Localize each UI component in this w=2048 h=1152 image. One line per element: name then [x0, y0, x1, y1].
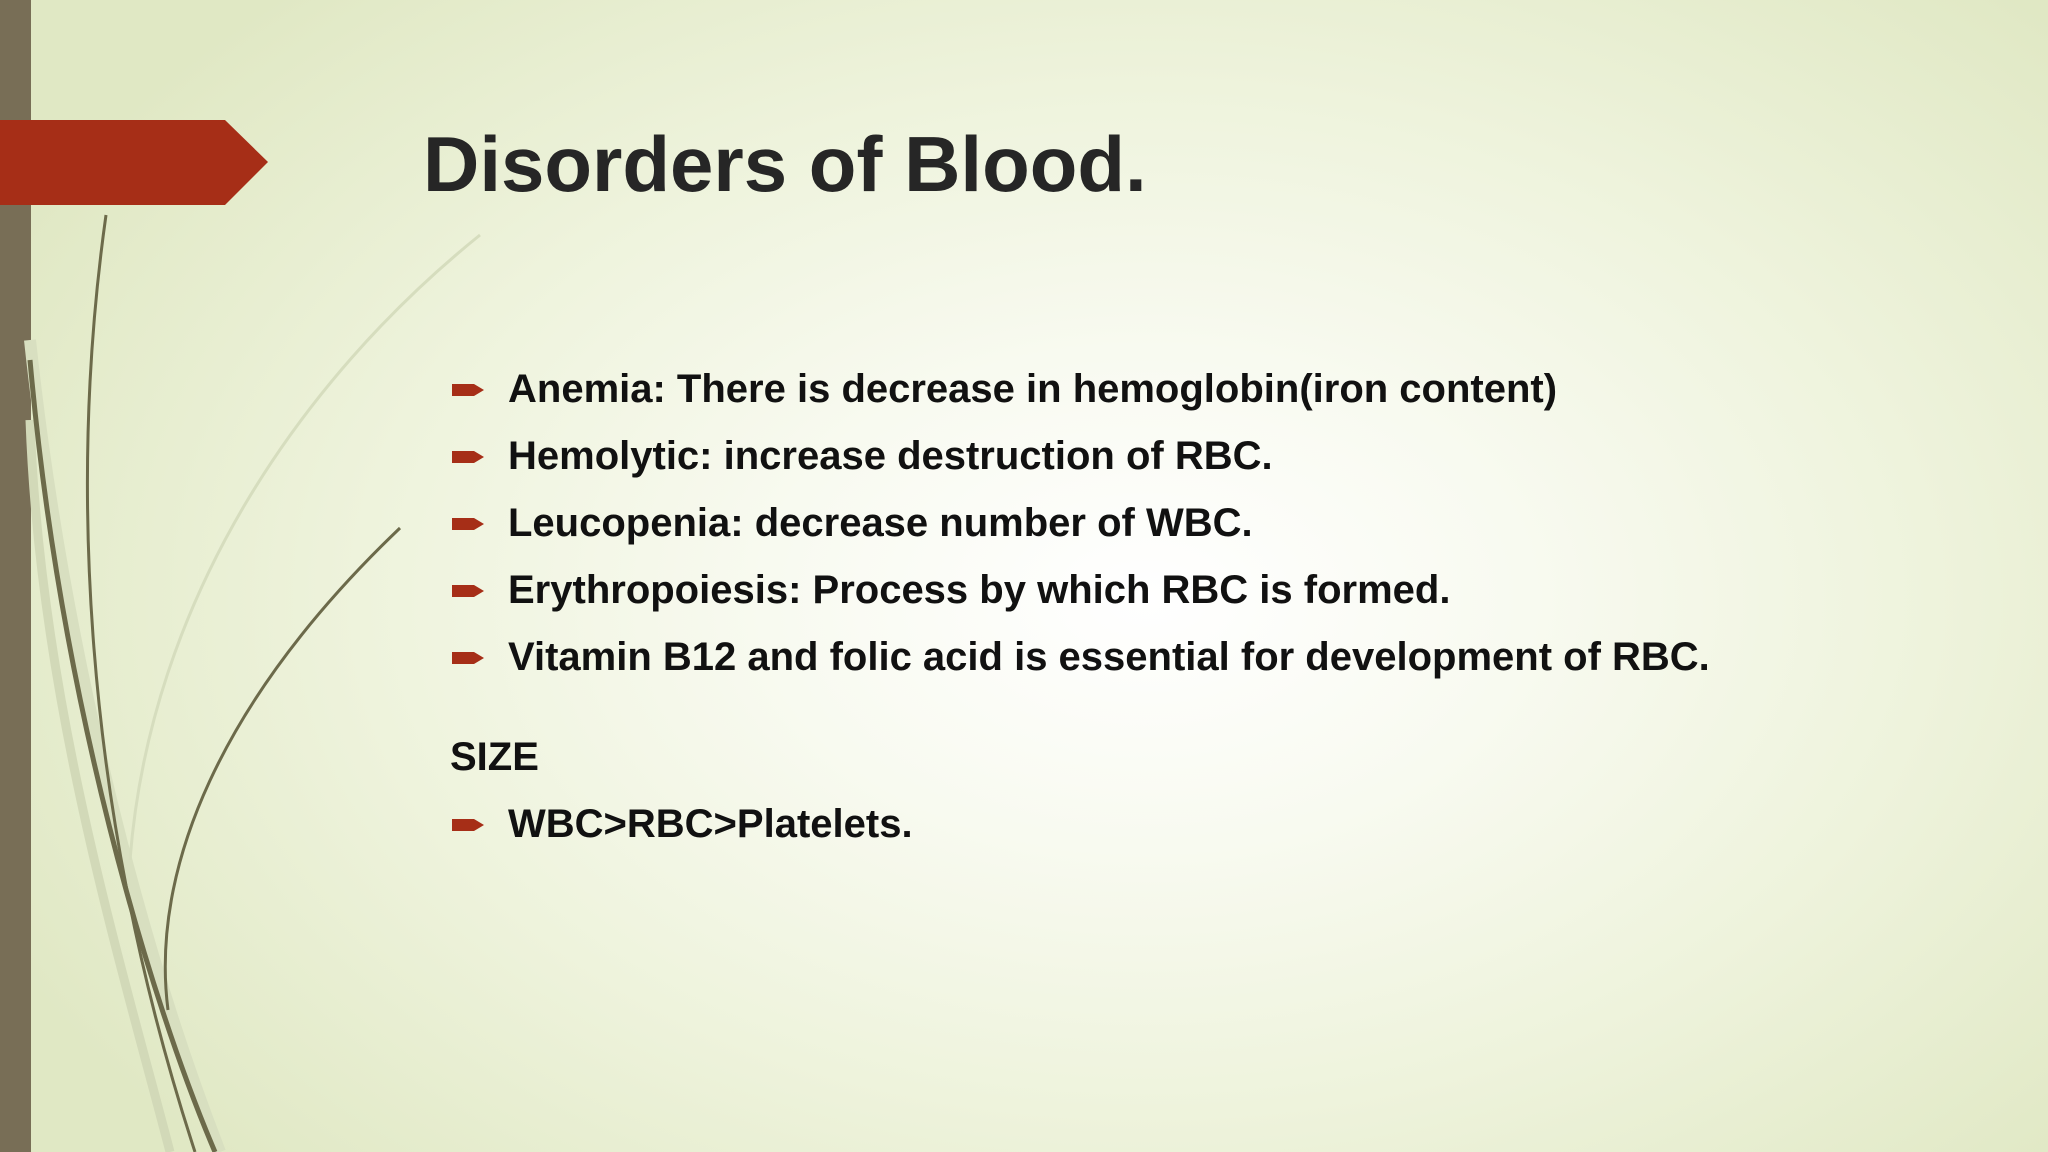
bullet-item: [450, 423, 1990, 490]
arrow-bullet-icon: [452, 815, 486, 835]
title-accent-arrow: [0, 120, 268, 205]
size-heading: SIZE: [450, 735, 539, 779]
bullet-text: Leucopenia: decrease number of WBC.: [508, 501, 1253, 545]
bullet-item: [450, 557, 1990, 624]
bullet-text: Anemia: There is decrease in hemoglobin(iron content): [508, 367, 1558, 411]
bullet-list: [450, 356, 1990, 691]
bullet-text: Vitamin B12 and folic acid is essential for development of RBC.: [508, 635, 1710, 679]
bullet-item: [450, 356, 1990, 423]
size-bullet-list: [450, 791, 1990, 858]
arrow-bullet-icon: [452, 581, 486, 601]
slide-title: Disorders of Blood.: [423, 120, 1147, 208]
bullet-item: [450, 490, 1990, 557]
bullet-text: Hemolytic: increase destruction of RBC.: [508, 434, 1273, 478]
arrow-bullet-icon: [452, 380, 486, 400]
slide-content: [450, 356, 1990, 858]
bullet-text: WBC>RBC>Platelets.: [508, 802, 913, 846]
arrow-bullet-icon: [452, 648, 486, 668]
arrow-bullet-icon: [452, 514, 486, 534]
arrow-bullet-icon: [452, 447, 486, 467]
bullet-item: [450, 624, 1990, 691]
bullet-item: [450, 791, 1990, 858]
bullet-text: Erythropoiesis: Process by which RBC is formed.: [508, 568, 1451, 612]
